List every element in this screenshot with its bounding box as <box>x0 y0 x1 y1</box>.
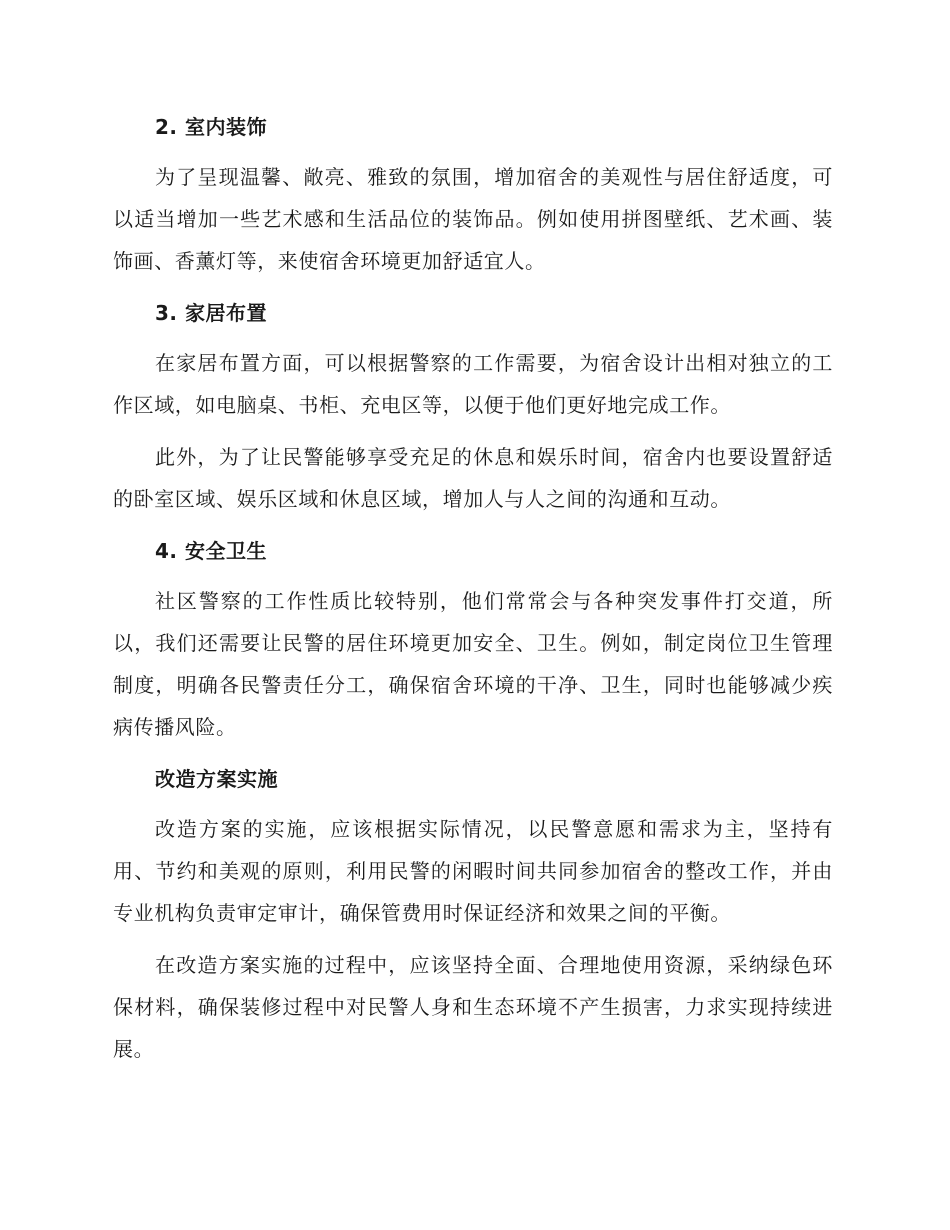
document-page <box>113 106 833 1070</box>
section-heading-interior-decoration: 2. 室内装饰 <box>155 115 267 139</box>
section-heading-home-layout: 3. 家居布置 <box>155 301 267 325</box>
paragraph: 此外，为了让民警能够享受充足的休息和娱乐时间，宿舍内也要设置舒适的卧室区域、娱乐区域和休息区域，增加人与人之间的沟通和互动。 <box>113 445 833 511</box>
section-heading-safety-hygiene: 4. 安全卫生 <box>155 539 267 563</box>
section-heading-plan-implementation: 改造方案实施 <box>155 767 278 791</box>
paragraph: 社区警察的工作性质比较特别，他们常常会与各种突发事件打交道，所以，我们还需要让民警的居住环境更加安全、卫生。例如，制定岗位卫生管理制度，明确各民警责任分工，确保宿舍环境的干净、卫生，同时也能够减少疾病传播风险。 <box>113 589 833 739</box>
paragraph: 为了呈现温馨、敞亮、雅致的氛围，增加宿舍的美观性与居住舒适度，可以适当增加一些艺术感和生活品位的装饰品。例如使用拼图壁纸、艺术画、装饰画、香薰灯等，来使宿舍环境更加舒适宜人。 <box>113 165 833 273</box>
paragraph: 改造方案的实施，应该根据实际情况，以民警意愿和需求为主，坚持有用、节约和美观的原则，利用民警的闲暇时间共同参加宿舍的整改工作，并由专业机构负责审定审计，确保管费用时保证经济和效果之间的平衡。 <box>113 817 833 925</box>
paragraph: 在改造方案实施的过程中，应该坚持全面、合理地使用资源，采纳绿色环保材料，确保装修过程中对民警人身和生态环境不产生损害，力求实现持续进展。 <box>113 953 833 1061</box>
paragraph: 在家居布置方面，可以根据警察的工作需要，为宿舍设计出相对独立的工作区域，如电脑桌、书柜、充电区等，以便于他们更好地完成工作。 <box>113 351 833 417</box>
